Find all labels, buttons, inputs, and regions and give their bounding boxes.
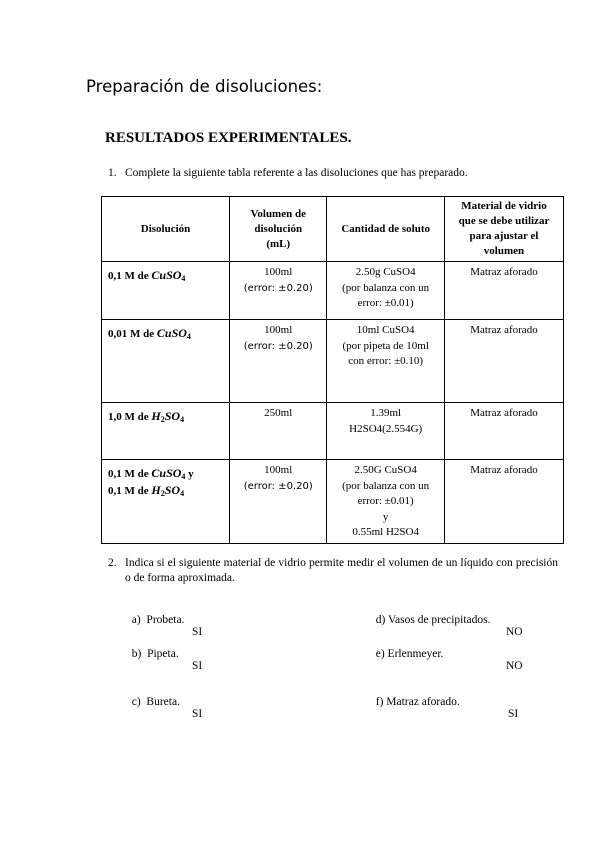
- cell-material: Matraz aforado: [444, 460, 563, 544]
- question-2-number: 2.: [108, 557, 117, 569]
- header-material: Material de vidrio que se debe utilizar para ajustar el volumen: [444, 197, 563, 262]
- cell-soluto: 10ml CuSO4 (por pipeta de 10ml con error: ±0.10): [327, 320, 445, 403]
- option-a: [126, 602, 203, 638]
- option-e-answer: NO: [506, 660, 523, 672]
- table-header-row: [102, 197, 564, 262]
- option-f-label: f) Matraz aforado.: [375, 696, 460, 708]
- option-c: [126, 684, 203, 720]
- section-title: RESULTADOS EXPERIMENTALES.: [105, 130, 352, 146]
- option-c-label: c) Bureta.: [131, 696, 180, 708]
- table-row: [102, 262, 564, 320]
- cell-disolucion: 1,0 M de $H_2SO_4$: [102, 403, 230, 460]
- cell-material: Matraz aforado: [444, 403, 563, 460]
- cell-disolucion: 0,1 M de CuSO$_4$: [102, 262, 230, 320]
- question-1: [108, 166, 558, 182]
- option-b: [126, 636, 203, 672]
- option-e: [370, 636, 523, 672]
- option-b-label: b) Pipeta.: [131, 648, 179, 660]
- option-a-answer: SI: [192, 626, 203, 638]
- option-d-answer: NO: [506, 626, 523, 638]
- page-title: Preparación de disoluciones:: [86, 77, 323, 96]
- cell-volumen: 250ml: [230, 403, 327, 460]
- results-table: [101, 196, 564, 544]
- cell-volumen: 100ml (error: ±0.20): [230, 262, 327, 320]
- question-2: [108, 556, 558, 588]
- table-row: [102, 320, 564, 403]
- cell-soluto: 2.50G CuSO4 (por balanza con un error: ±0.01) y 0.55ml H2SO4: [327, 460, 445, 544]
- header-volumen: Volumen de disolución (mL): [230, 197, 327, 262]
- option-f: [370, 684, 519, 720]
- cell-material: Matraz aforado: [444, 320, 563, 403]
- table-row: [102, 403, 564, 460]
- option-d-label: d) Vasos de precipitados.: [375, 614, 491, 626]
- cell-soluto: 1.39ml H2SO4(2.554G): [327, 403, 445, 460]
- cell-material: Matraz aforado: [444, 262, 563, 320]
- question-2-text: Indica si el siguiente material de vidrio permite medir el volumen de un líquido con precisión o de forma aproximada.: [125, 557, 558, 584]
- header-disolucion: Disolución: [102, 197, 230, 262]
- cell-volumen: 100ml (error: ±0.20): [230, 320, 327, 403]
- cell-disolucion: 0,1 M de CuSO$_4$ y 0,1 M de $H_2SO_4$: [102, 460, 230, 544]
- option-a-label: a) Probeta.: [131, 614, 185, 626]
- table-row: [102, 460, 564, 544]
- cell-soluto: 2.50g CuSO4 (por balanza con un error: ±0.01): [327, 262, 445, 320]
- option-f-answer: SI: [508, 708, 519, 720]
- cell-disolucion: 0,01 M de CuSO$_4$: [102, 320, 230, 403]
- option-e-label: e) Erlenmeyer.: [375, 648, 444, 660]
- option-b-answer: SI: [192, 660, 203, 672]
- option-c-answer: SI: [192, 708, 203, 720]
- question-1-number: 1.: [108, 167, 117, 179]
- option-d: [370, 602, 523, 638]
- question-1-text: Complete la siguiente tabla referente a las disoluciones que has preparado.: [125, 167, 468, 179]
- cell-volumen: 100ml (error: ±0.20): [230, 460, 327, 544]
- header-cantidad-soluto: Cantidad de soluto: [327, 197, 445, 262]
